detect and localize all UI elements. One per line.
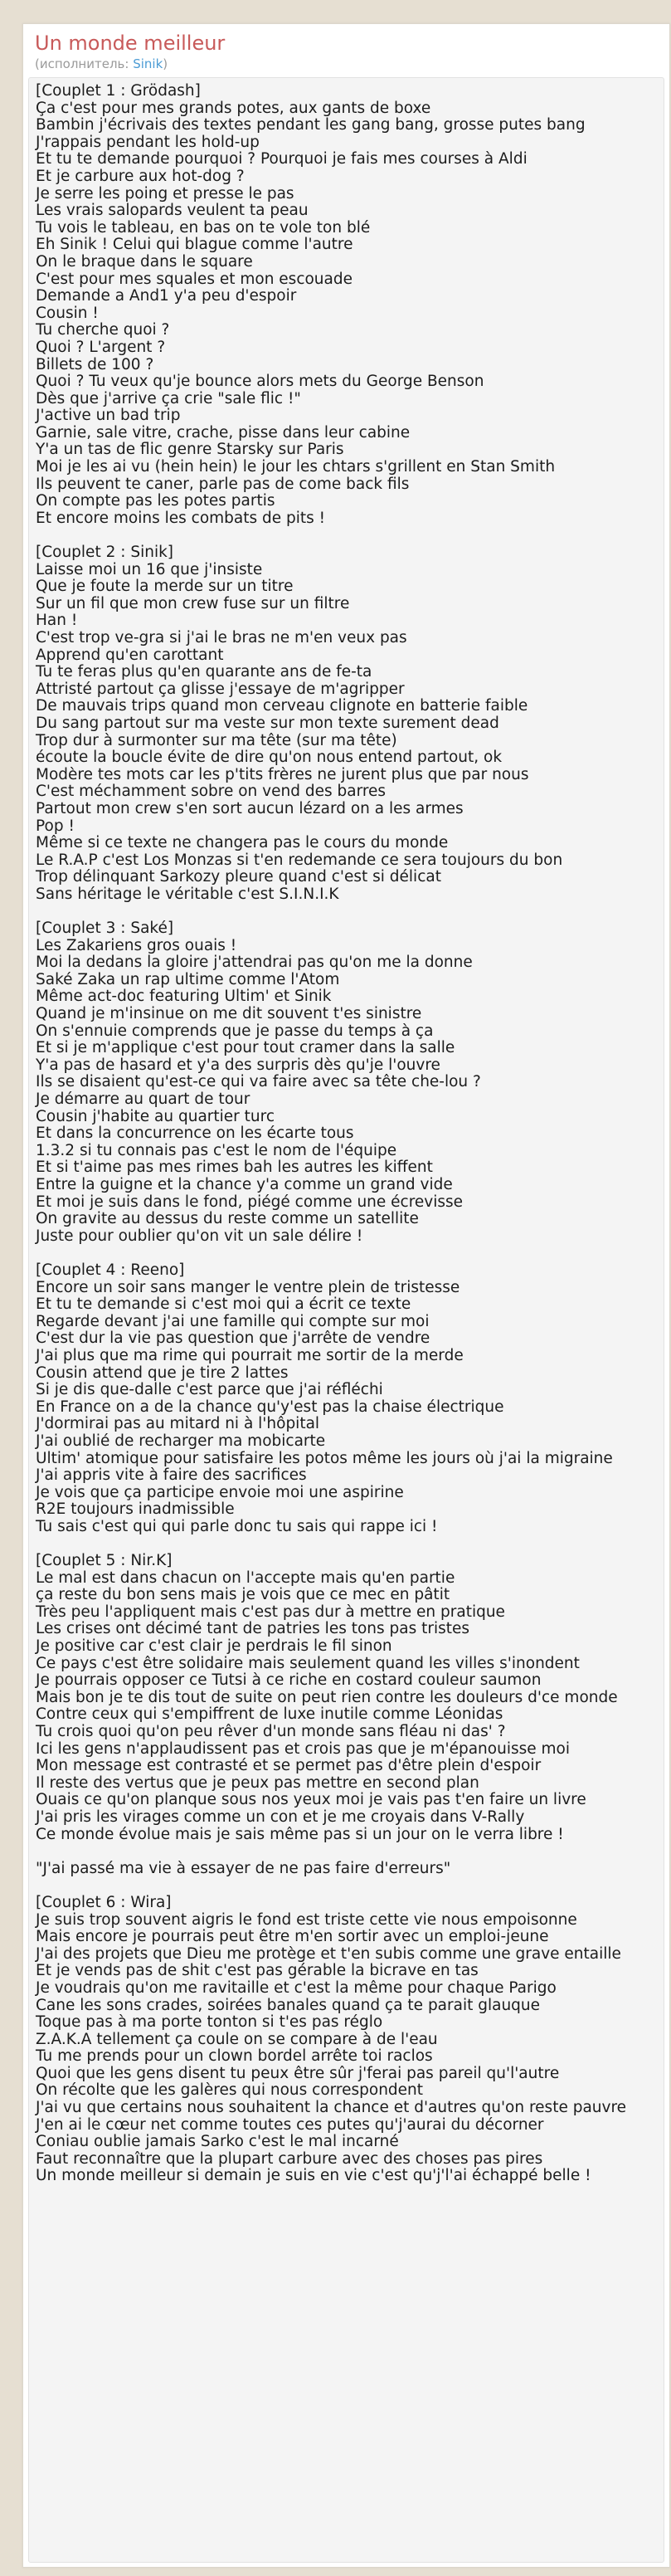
song-meta	[35, 56, 659, 72]
lyric-line: Je démarre au quart de tour	[36, 1090, 250, 1109]
lyric-line: Moi je les ai vu (hein hein) le jour les chtars s'grillent en Stan Smith	[36, 458, 556, 476]
lyric-line: J'active un bad trip	[36, 407, 181, 425]
blank-line	[36, 527, 657, 544]
lyric-line: Trop dur à surmonter sur ma tête (sur ma tête)	[36, 731, 397, 749]
lyric-line: Ici les gens n'applaudissent pas et crois pas que je m'épanouisse moi	[36, 1739, 570, 1758]
lyric-line: On le braque dans le square	[36, 252, 253, 271]
lyric-line: Je vois que ça participe envoie moi une aspirine	[36, 1483, 404, 1501]
blank-line	[36, 1843, 657, 1861]
lyric-line: Ce monde évolue mais je sais même pas si un jour on le verra libre !	[36, 1825, 564, 1843]
lyric-line: Y'a pas de hasard et y'a des surpris dès qu'je l'ouvre	[36, 1056, 440, 1074]
lyric-line: J'ai vu que certains nous souhaitent la chance et d'autres qu'on reste pauvre	[36, 2099, 627, 2117]
lyric-line: [Couplet 3 : Saké]	[36, 920, 174, 938]
lyric-line: Contre ceux qui s'empiffrent de luxe inutile comme Léonidas	[36, 1705, 503, 1724]
lyric-line: Ouais ce qu'on planque sous nos yeux moi je vais pas t'en faire un livre	[36, 1791, 586, 1809]
lyric-line: Partout mon crew s'en sort aucun lézard on a les armes	[36, 799, 464, 817]
lyric-line: Quoi ? Tu veux qu'je bounce alors mets du George Benson	[36, 373, 484, 391]
lyric-line: Cousin !	[36, 304, 99, 322]
lyric-line: On récolte que les galères qui nous correspondent	[36, 2081, 424, 2100]
lyric-line: J'ai des projets que Dieu me protège et t'en subis comme une grave entaille	[36, 1944, 621, 1963]
lyric-line: Du sang partout sur ma veste sur mon texte surement dead	[36, 714, 499, 732]
lyric-line: ça reste du bon sens mais je vois que ce mec en pâtit	[36, 1586, 450, 1604]
lyric-line: Juste pour oublier qu'on vit un sale délire !	[36, 1227, 363, 1245]
meta-suffix: )	[163, 56, 168, 71]
lyric-line: Bambin j'écrivais des textes pendant les gang bang, grosse putes bang	[36, 116, 586, 134]
lyric-line: Je suis trop souvent aigris le fond est triste cette vie nous empoisonne	[36, 1910, 577, 1929]
lyric-line: Que je foute la merde sur un titre	[36, 578, 294, 596]
lyric-line: Quand je m'insinue on me dit souvent t'es sinistre	[36, 1005, 422, 1023]
lyric-line: Je voudrais qu'on me ravitaille et c'est la même pour chaque Parigo	[36, 1978, 557, 1997]
artist-link[interactable]: Sinik	[133, 56, 163, 71]
lyric-line: C'est pour mes squales et mon escouade	[36, 270, 353, 288]
lyric-line: Les Zakariens gros ouais !	[36, 936, 237, 954]
lyric-line: Moi la dedans la gloire j'attendrai pas qu'on me la donne	[36, 954, 473, 972]
lyric-line: Entre la guigne et la chance y'a comme un grand vide	[36, 1176, 453, 1193]
lyric-line: Quoi ? L'argent ?	[36, 338, 166, 356]
lyric-line: Saké Zaka un rap ultime comme l'Atom	[36, 970, 340, 988]
song-header	[23, 24, 669, 72]
lyric-line: On gravite au dessus du reste comme un satellite	[36, 1210, 419, 1228]
lyric-line: Quoi que les gens disent tu peux être sûr j'ferai pas pareil qu'l'autre	[36, 2064, 560, 2082]
lyric-line: C'est trop ve-gra si j'ai le bras ne m'en veux pas	[36, 629, 407, 646]
lyric-line: De mauvais trips quand mon cerveau clignote en batterie faible	[36, 697, 528, 715]
lyric-line: Tu crois quoi qu'on peu rêver d'un monde sans fléau ni das' ?	[36, 1723, 506, 1740]
lyric-line: C'est méchamment sobre on vend des barres	[36, 783, 387, 801]
lyric-line: Je pourrais opposer ce Tutsi à ce riche en costard couleur saumon	[36, 1671, 542, 1690]
lyric-line: J'ai oublié de recharger ma mobicarte	[36, 1432, 326, 1450]
lyric-line: Sans héritage le véritable c'est S.I.N.I.K	[36, 885, 339, 903]
lyric-line: Mais bon je te dis tout de suite on peut rien contre les douleurs d'ce monde	[36, 1688, 618, 1706]
lyric-line: Et tu te demande pourquoi ? Pourquoi je fais mes courses à Aldi	[36, 150, 528, 168]
lyric-line: Attristé partout ça glisse j'essaye de m'agripper	[36, 680, 405, 698]
lyric-line: Apprend qu'en carottant	[36, 646, 224, 664]
lyric-line: Les vrais salopards veulent ta peau	[36, 202, 309, 220]
lyric-line: Trop délinquant Sarkozy pleure quand c'est si délicat	[36, 868, 441, 886]
lyric-line: Et dans la concurrence on les écarte tous	[36, 1125, 354, 1143]
lyric-line: R2E toujours inadmissible	[36, 1500, 235, 1519]
lyric-line: [Couplet 1 : Grödash]	[36, 82, 201, 100]
lyric-line: Et je carbure aux hot-dog ?	[36, 167, 245, 185]
lyric-line: Mais encore je pourrais peut être m'en sortir avec un emploi-jeune	[36, 1928, 549, 1946]
lyric-line: Cousin j'habite au quartier turc	[36, 1107, 275, 1125]
blank-line	[36, 904, 657, 921]
lyric-line: Y'a un tas de flic genre Starsky sur Paris	[36, 441, 344, 459]
lyric-line: Pop !	[36, 817, 75, 835]
lyric-line: 1.3.2 si tu connais pas c'est le nom de l'équipe	[36, 1141, 397, 1159]
lyric-line: Cane les sons crades, soirées banales quand ça te parait glauque	[36, 1996, 541, 2014]
lyric-line: J'dormirai pas au mitard ni à l'hôpital	[36, 1415, 320, 1433]
lyric-line: Tu me prends pour un clown bordel arrête toi raclos	[36, 2047, 433, 2066]
lyric-line: Eh Sinik ! Celui qui blague comme l'autre	[36, 236, 353, 254]
lyric-line: Han !	[36, 612, 78, 630]
lyric-line: Il reste des vertus que je peux pas mettre en second plan	[36, 1773, 479, 1792]
lyric-line: J'ai plus que ma rime qui pourrait me sortir de la merde	[36, 1346, 464, 1364]
lyric-line: Mon message est contrasté et se permet pas d'être plein d'espoir	[36, 1757, 542, 1775]
lyric-line: J'en ai le cœur net comme toutes ces putes qu'j'aurai du décorner	[36, 2115, 544, 2134]
lyric-line: Tu cherche quoi ?	[36, 321, 170, 339]
lyric-line: [Couplet 4 : Reeno]	[36, 1261, 185, 1279]
blank-line	[36, 1245, 657, 1262]
lyric-line: En France on a de la chance qu'y'est pas la chaise électrique	[36, 1398, 504, 1416]
lyric-line: Demande a And1 y'a peu d'espoir	[36, 287, 297, 305]
lyric-line: Ils se disaient qu'est-ce qui va faire avec sa tête che-lou ?	[36, 1073, 481, 1091]
lyric-line: J'ai pris les virages comme un con et je me croyais dans V-Rally	[36, 1808, 525, 1826]
lyric-line: Tu te feras plus qu'en quarante ans de fe-ta	[36, 663, 372, 681]
song-title: Un monde meilleur	[35, 32, 226, 55]
lyric-line: Si je dis que-dalle c'est parce que j'ai réfléchi	[36, 1381, 383, 1399]
lyric-line: [Couplet 5 : Nir.K]	[36, 1552, 173, 1570]
lyric-line: J'rappais pendant les hold-up	[36, 133, 260, 151]
lyric-line: Un monde meilleur si demain je suis en vie c'est qu'j'l'ai échappé belle !	[36, 2167, 591, 2185]
lyric-line: Billets de 100 ?	[36, 355, 154, 373]
lyric-line: [Couplet 2 : Sinik]	[36, 544, 174, 562]
lyric-line: Je positive car c'est clair je perdrais le fil sinon	[36, 1637, 392, 1656]
lyric-line: Dès que j'arrive ça crie "sale flic !"	[36, 389, 301, 407]
lyric-line: On compte pas les potes partis	[36, 492, 275, 510]
lyric-line: écoute la boucle évite de dire qu'on nous entend partout, ok	[36, 749, 503, 767]
lyric-line: Ultim' atomique pour satisfaire les potos même les jours où j'ai la migraine	[36, 1449, 613, 1467]
lyrics-card	[22, 23, 670, 2568]
lyric-line: Le R.A.P c'est Los Monzas si t'en redemande ce sera toujours du bon	[36, 851, 563, 869]
lyric-line: Même si ce texte ne changera pas le cours du monde	[36, 834, 449, 852]
lyric-line: Encore un soir sans manger le ventre plein de tristesse	[36, 1278, 460, 1296]
blank-line	[36, 1877, 657, 1895]
lyric-line: Ça c'est pour mes grands potes, aux gants de boxe	[36, 99, 431, 117]
lyric-line: Ce pays c'est être solidaire mais seulement quand les villes s'inondent	[36, 1654, 580, 1672]
lyric-line: Les crises ont décimé tant de patries les tons pas tristes	[36, 1620, 470, 1638]
lyric-line: J'ai appris vite à faire des sacrifices	[36, 1466, 307, 1485]
lyric-line: Coniau oublie jamais Sarko c'est le mal incarné	[36, 2133, 399, 2151]
lyrics-text	[28, 77, 664, 2563]
lyric-line: Faut reconnaître que la plupart carbure avec des choses pas pires	[36, 2149, 543, 2168]
lyric-line: Garnie, sale vitre, crache, pisse dans leur cabine	[36, 423, 411, 442]
lyric-line: Le mal est dans chacun on l'accepte mais qu'en partie	[36, 1569, 455, 1587]
lyric-line: Ils peuvent te caner, parle pas de come back fils	[36, 475, 410, 493]
lyric-line: Toque pas à ma porte tonton si t'es pas réglo	[36, 2013, 383, 2032]
lyric-line: Sur un fil que mon crew fuse sur un filtre	[36, 594, 350, 612]
lyric-line: Je serre les poing et presse le pas	[36, 184, 294, 202]
blank-line	[36, 1535, 657, 1553]
lyric-line: Et encore moins les combats de pits !	[36, 509, 326, 527]
lyric-line: Et moi je suis dans le fond, piégé comme une écrevisse	[36, 1193, 464, 1211]
lyric-line: On s'ennuie comprends que je passe du temps à ça	[36, 1022, 434, 1040]
lyric-line: Tu sais c'est qui qui parle donc tu sais qui rappe ici !	[36, 1517, 438, 1535]
lyric-line: Modère tes mots car les p'tits frères ne jurent plus que par nous	[36, 765, 529, 783]
lyric-line: "J'ai passé ma vie à essayer de ne pas faire d'erreurs"	[36, 1859, 451, 1877]
lyric-line: Et tu te demande si c'est moi qui a écrit ce texte	[36, 1295, 411, 1314]
lyric-line: C'est dur la vie pas question que j'arrête de vendre	[36, 1329, 430, 1348]
meta-prefix: (исполнитель:	[35, 56, 134, 71]
lyric-line: Cousin attend que je tire 2 lattes	[36, 1364, 289, 1382]
lyric-line: Même act-doc featuring Ultim' et Sinik	[36, 988, 332, 1006]
lyric-line: Très peu l'appliquent mais c'est pas dur à mettre en pratique	[36, 1603, 505, 1621]
lyric-line: Laisse moi un 16 que j'insiste	[36, 560, 263, 578]
lyric-line: Regarde devant j'ai une famille qui compte sur moi	[36, 1312, 430, 1330]
lyric-line: Et si je m'applique c'est pour tout cramer dans la salle	[36, 1039, 455, 1057]
lyric-line: Tu vois le tableau, en bas on te vole ton blé	[36, 218, 371, 237]
lyric-line: Z.A.K.A tellement ça coule on se compare à de l'eau	[36, 2030, 438, 2048]
lyric-line: [Couplet 6 : Wira]	[36, 1893, 172, 1911]
lyric-line: Et si t'aime pas mes rimes bah les autres les kiffent	[36, 1159, 433, 1177]
lyric-line: Et je vends pas de shit c'est pas gérable la bicrave en tas	[36, 1962, 479, 1980]
